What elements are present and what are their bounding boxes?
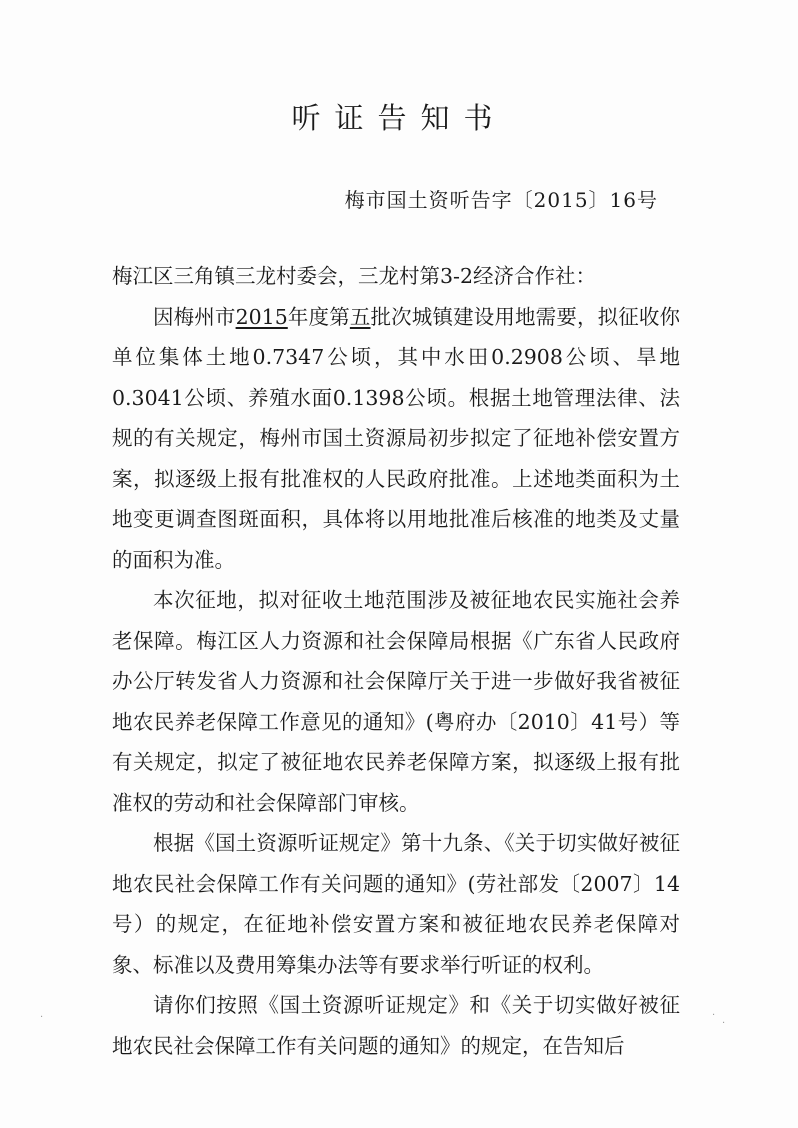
paragraph-1-mid: 年度第 (287, 304, 350, 329)
document-number: 梅市国土资听告字〔2015〕16号 (344, 188, 658, 212)
paragraph-3: 根据《国土资源听证规定》第十九条、《关于切实做好被征地农民社会保障工作有关问题的通知》(劳社部发〔2007〕14号）的规定，在征地补偿安置方案和被征地农民养老保障对象、标准以及费用筹集办法等有要求举行听证的权利。 (112, 831, 680, 977)
document-title: 听证告知书 (291, 101, 507, 135)
scan-speck: · (722, 1018, 726, 1029)
scan-speck: · (712, 1010, 716, 1021)
scan-speck: · (40, 1012, 44, 1023)
document-body (112, 256, 680, 1066)
paragraph-1-rest: 批次城镇建设用地需要，拟征收你单位集体土地0.7347公顷，其中水田0.2908公顷、旱地0.3041公顷、养殖水面0.1398公顷。根据土地管理法律、法规的有关规定，梅州市国土资源局初步拟定了征地补偿安置方案，拟逐级上报有批准权的人民政府批准。上述地类面积为土地变更调查图斑面积，具体将以用地批准后核准的地类及丈量的面积为准。 (112, 304, 681, 572)
paragraph-1-prefix: 因梅州市 (153, 304, 236, 329)
batch-fill-in: 五 (349, 304, 371, 329)
year-fill-in: 2015 (235, 304, 288, 329)
paragraph-2: 本次征地，拟对征收土地范围涉及被征地农民实施社会养老保障。梅江区人力资源和社会保障局根据《广东省人民政府办公厅转发省人力资源和社会保障厅关于进一步做好我省被征地农民养老保障工作意见的通知》(粤府办〔2010〕41号）等有关规定，拟定了被征地农民养老保障方案，拟逐级上报有批准权的劳动和社会保障部门审核。 (112, 588, 680, 815)
paragraph-4: 请你们按照《国土资源听证规定》和《关于切实做好被征地农民社会保障工作有关问题的通知》的规定，在告知后 (112, 993, 680, 1058)
addressee-line: 梅江区三角镇三龙村委会，三龙村第3-2经济合作社： (112, 264, 597, 288)
paragraph-1 (112, 297, 680, 581)
